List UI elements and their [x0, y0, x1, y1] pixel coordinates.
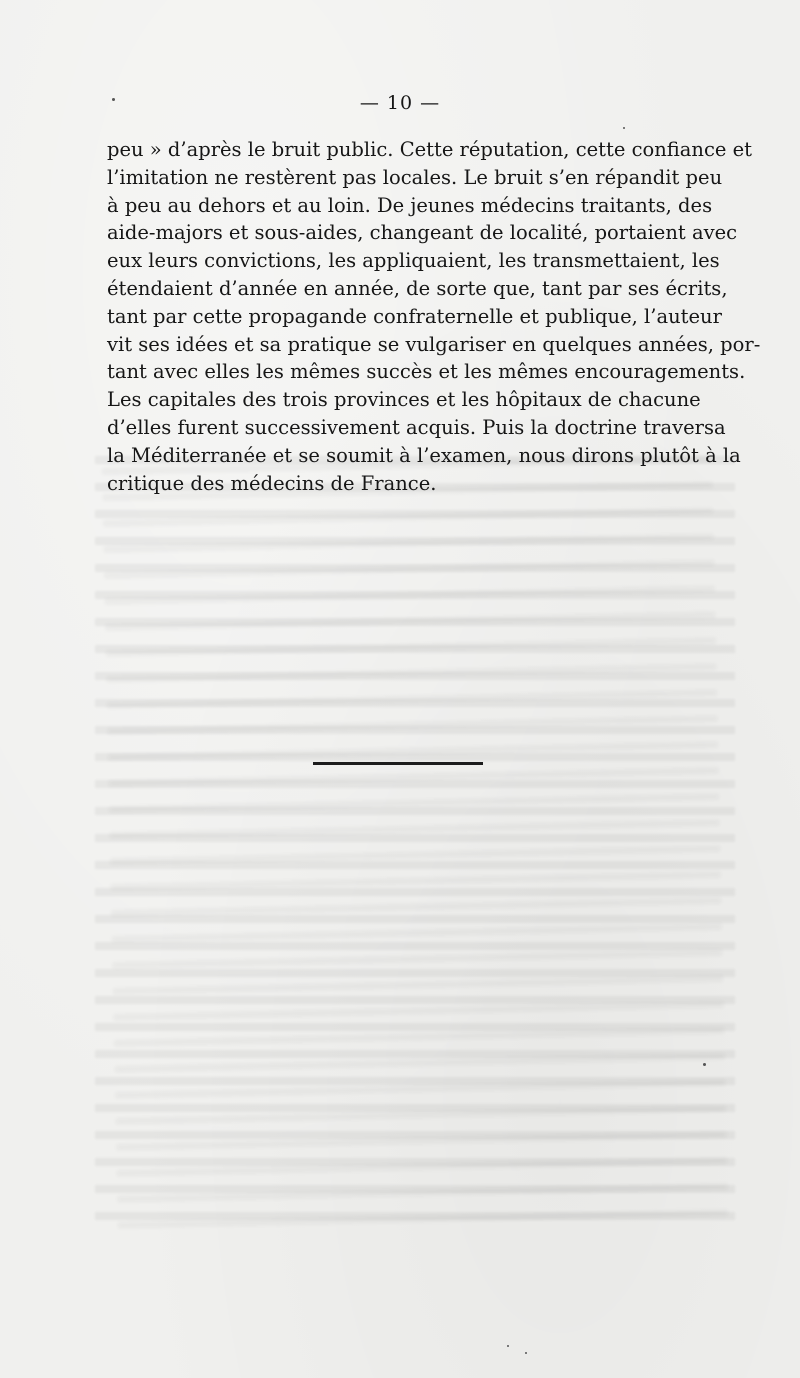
text-line: aide-majors et sous-aides, changeant de localité, portaient avec: [107, 221, 738, 245]
text-line: peu » d’après le bruit public. Cette réputation, cette confiance et: [107, 138, 753, 161]
text-line: eux leurs convictions, les appliquaient, les transmettaient, les: [107, 249, 720, 273]
text-line: l’imitation ne restèrent pas locales. Le bruit s’en répandit peu: [107, 165, 723, 189]
text-line: d’elles furent successivement acquis. Puis la doctrine traversa: [107, 415, 726, 439]
body-paragraph: [107, 136, 761, 497]
paper-speck: [703, 1063, 706, 1066]
section-separator-rule: [313, 762, 483, 765]
text-line: à peu au dehors et au loin. De jeunes médecins traitants, des: [107, 193, 713, 217]
text-line: tant par cette propagande confraternelle et publique, l’auteur: [107, 304, 722, 328]
paper-speck: [507, 1345, 509, 1347]
text-line: vit ses idées et sa pratique se vulgariser en quelques années, por-: [107, 332, 761, 356]
text-line: la Méditerranée et se soumit à l’examen, nous dirons plutôt à la: [107, 443, 741, 467]
text-line: étendaient d’année en année, de sorte que, tant par ses écrits,: [107, 276, 728, 300]
text-line: tant avec elles les mêmes succès et les mêmes encouragements.: [107, 360, 746, 384]
paper-speck: [623, 127, 625, 129]
paper-speck: [112, 98, 115, 101]
page-number: — 10 —: [359, 92, 441, 114]
bleed-through-texture-secondary: [102, 456, 728, 1229]
paper-speck: [525, 1352, 527, 1354]
text-line: Les capitales des trois provinces et les hôpitaux de chacune: [107, 388, 701, 412]
text-line: critique des médecins de France.: [107, 471, 437, 495]
